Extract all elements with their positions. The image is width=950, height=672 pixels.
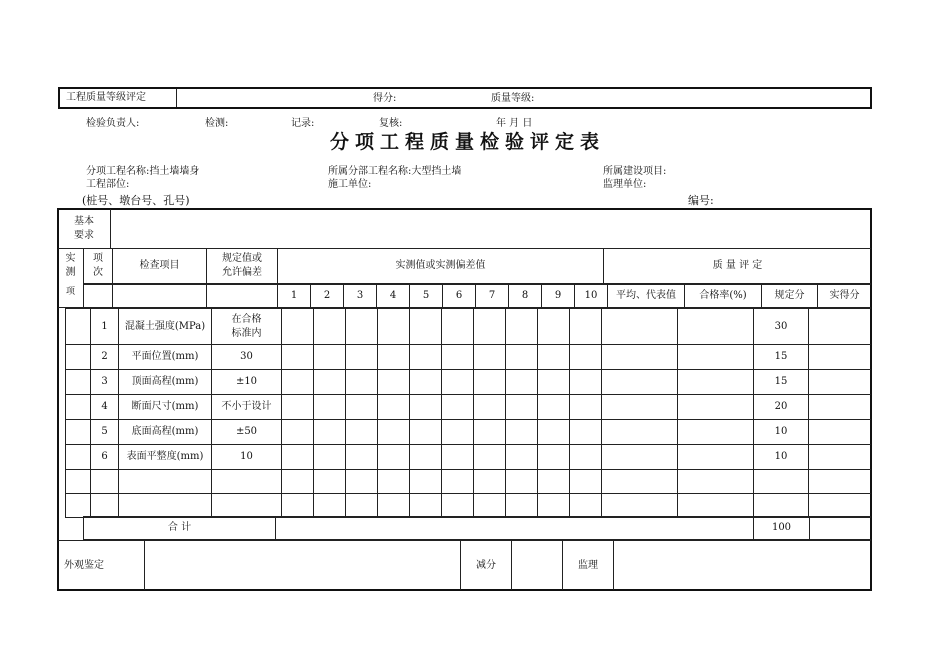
blank-cell xyxy=(282,445,314,470)
blank-cell xyxy=(119,470,212,494)
blank-cell xyxy=(346,345,378,370)
blank-cell xyxy=(113,285,207,308)
blank-cell xyxy=(346,494,378,518)
blank-cell xyxy=(282,470,314,494)
blank-cell xyxy=(410,395,442,420)
blank-cell xyxy=(378,395,410,420)
section-label: 工程部位: xyxy=(86,179,130,190)
measure-no-8: 8 xyxy=(509,285,542,308)
row-spec: 30 xyxy=(212,345,282,370)
supervision-label: 监理 xyxy=(563,541,614,591)
table-row xyxy=(66,395,872,420)
measure-no-9: 9 xyxy=(542,285,575,308)
measured-col-header: 实 测 xyxy=(58,249,84,284)
blank-cell xyxy=(442,445,474,470)
blank-cell xyxy=(570,420,602,445)
serial-label: 编号: xyxy=(688,194,714,207)
blank-cell xyxy=(378,345,410,370)
blank-cell xyxy=(570,445,602,470)
quality-eval-header: 质 量 评 定 xyxy=(604,249,872,284)
blank-cell xyxy=(442,345,474,370)
measure-no-2: 2 xyxy=(311,285,344,308)
blank-cell xyxy=(474,445,506,470)
reviewer-label: 复核: xyxy=(379,118,403,129)
blank-cell xyxy=(602,395,678,420)
appearance-label: 外观鉴定 xyxy=(58,541,145,591)
blank-cell xyxy=(602,309,678,345)
blank-cell xyxy=(474,470,506,494)
blank-cell xyxy=(442,494,474,518)
rate-header: 合格率(%) xyxy=(685,285,762,308)
blank-cell xyxy=(474,494,506,518)
blank-cell xyxy=(314,395,346,420)
blank-cell xyxy=(442,470,474,494)
blank-cell xyxy=(66,445,91,470)
row-score: 30 xyxy=(754,309,809,345)
blank-cell xyxy=(410,309,442,345)
blank-cell xyxy=(66,309,91,345)
blank-cell xyxy=(276,517,754,540)
blank-cell xyxy=(809,494,872,518)
blank-cell xyxy=(538,345,570,370)
blank-cell xyxy=(474,370,506,395)
blank-cell xyxy=(84,285,113,308)
blank-cell xyxy=(91,494,119,518)
spec-header: 规定值或 允许偏差 xyxy=(207,249,278,284)
basic-req-label: 基本 要求 xyxy=(58,209,111,249)
row-no: 3 xyxy=(91,370,119,395)
table-row xyxy=(66,420,872,445)
blank-cell xyxy=(346,309,378,345)
blank-cell xyxy=(410,345,442,370)
blank-cell xyxy=(346,395,378,420)
row-no: 6 xyxy=(91,445,119,470)
blank-cell xyxy=(410,445,442,470)
total-row xyxy=(58,516,871,540)
blank-cell xyxy=(602,494,678,518)
blank-cell xyxy=(314,470,346,494)
blank-cell xyxy=(538,309,570,345)
blank-cell xyxy=(282,420,314,445)
total-label: 合 计 xyxy=(84,517,276,540)
row-score: 15 xyxy=(754,370,809,395)
blank-cell xyxy=(506,470,538,494)
blank-cell xyxy=(538,395,570,420)
blank-cell xyxy=(378,370,410,395)
score-header: 规定分 xyxy=(762,285,818,308)
table-row xyxy=(66,309,872,345)
blank-cell xyxy=(212,470,282,494)
blank-cell xyxy=(809,445,872,470)
row-item: 底面高程(mm) xyxy=(119,420,212,445)
blank-cell xyxy=(809,309,872,345)
blank-cell xyxy=(506,420,538,445)
blank-cell xyxy=(314,370,346,395)
blank-cell xyxy=(314,345,346,370)
measured-values-header: 实测值或实测偏差值 xyxy=(278,249,604,284)
construction-project-label: 所属建设项目: xyxy=(603,166,667,177)
blank-cell xyxy=(378,470,410,494)
blank-cell xyxy=(506,370,538,395)
row-spec: ±10 xyxy=(212,370,282,395)
table-row xyxy=(66,370,872,395)
blank-cell xyxy=(282,309,314,345)
measure-no-4: 4 xyxy=(377,285,410,308)
blank-cell xyxy=(538,420,570,445)
blank-cell xyxy=(314,420,346,445)
blank-cell xyxy=(570,309,602,345)
parent-project-name: 所属分部工程名称:大型挡土墙 xyxy=(328,166,462,177)
row-item: 平面位置(mm) xyxy=(119,345,212,370)
blank-cell xyxy=(602,345,678,370)
blank-cell xyxy=(378,494,410,518)
header-row-main xyxy=(58,248,871,284)
row-item: 表面平整度(mm) xyxy=(119,445,212,470)
blank-cell xyxy=(809,420,872,445)
blank-cell xyxy=(282,494,314,518)
row-no: 1 xyxy=(91,309,119,345)
blank-cell xyxy=(282,345,314,370)
blank-cell xyxy=(678,494,754,518)
blank-cell xyxy=(474,395,506,420)
blank-cell xyxy=(346,370,378,395)
blank-cell xyxy=(410,494,442,518)
row-spec: ±50 xyxy=(212,420,282,445)
blank-cell xyxy=(378,309,410,345)
blank-cell xyxy=(346,470,378,494)
supervisor-label: 监理单位: xyxy=(603,179,647,190)
blank-cell xyxy=(506,494,538,518)
grade-label: 工程质量等级评定 xyxy=(59,88,177,108)
blank-cell xyxy=(570,370,602,395)
basic-requirements-row xyxy=(58,209,871,249)
blank-cell xyxy=(314,445,346,470)
measure-no-6: 6 xyxy=(443,285,476,308)
blank-cell xyxy=(66,395,91,420)
blank-cell xyxy=(346,445,378,470)
blank-cell xyxy=(678,470,754,494)
inspector-label: 检验负责人: xyxy=(86,118,140,129)
blank-cell xyxy=(282,370,314,395)
blank-cell xyxy=(442,370,474,395)
measure-no-1: 1 xyxy=(278,285,311,308)
page-title: 分项工程质量检验评定表 xyxy=(330,131,606,153)
row-item: 顶面高程(mm) xyxy=(119,370,212,395)
blank-cell xyxy=(506,445,538,470)
blank-cell xyxy=(754,470,809,494)
row-item: 断面尺寸(mm) xyxy=(119,395,212,420)
row-spec: 在合格 标准内 xyxy=(212,309,282,345)
score-label: 得分: xyxy=(373,93,397,104)
blank-cell xyxy=(678,420,754,445)
blank-cell xyxy=(570,345,602,370)
recorder-label: 记录: xyxy=(291,118,315,129)
stake-label: (桩号、墩台号、孔号) xyxy=(82,194,190,207)
subproject-name: 分项工程名称:挡土墙墙身 xyxy=(86,166,200,177)
appearance-row xyxy=(58,540,871,590)
blank-cell xyxy=(809,395,872,420)
blank-cell xyxy=(474,345,506,370)
blank-cell xyxy=(474,309,506,345)
blank-cell xyxy=(66,345,91,370)
row-score: 20 xyxy=(754,395,809,420)
blank-cell xyxy=(570,494,602,518)
blank-cell xyxy=(678,395,754,420)
blank-cell xyxy=(410,420,442,445)
blank-cell xyxy=(538,445,570,470)
measure-no-10: 10 xyxy=(575,285,608,308)
tester-label: 检测: xyxy=(205,118,229,129)
date-label: 年 月 日 xyxy=(496,118,533,129)
total-score: 100 xyxy=(754,517,810,540)
blank-cell xyxy=(602,445,678,470)
blank-cell xyxy=(809,370,872,395)
blank-cell xyxy=(538,470,570,494)
actual-header: 实得分 xyxy=(818,285,872,308)
row-item: 混凝土强度(MPa) xyxy=(119,309,212,345)
blank-cell xyxy=(506,309,538,345)
blank-cell xyxy=(570,395,602,420)
measure-no-3: 3 xyxy=(344,285,377,308)
blank-cell xyxy=(678,370,754,395)
data-table xyxy=(65,308,871,518)
blank-cell xyxy=(66,470,91,494)
row-score: 10 xyxy=(754,420,809,445)
blank-cell xyxy=(570,470,602,494)
blank-cell xyxy=(91,470,119,494)
blank-cell xyxy=(512,541,563,591)
blank-cell xyxy=(378,420,410,445)
table-row xyxy=(66,445,872,470)
basic-req-content xyxy=(111,209,872,249)
blank-cell xyxy=(538,370,570,395)
blank-cell xyxy=(474,420,506,445)
blank-cell xyxy=(410,470,442,494)
measured-col-header-3: 项 xyxy=(58,285,84,308)
blank-cell xyxy=(442,395,474,420)
blank-cell xyxy=(538,494,570,518)
avg-header: 平均、代表值 xyxy=(608,285,685,308)
row-spec: 10 xyxy=(212,445,282,470)
blank-cell xyxy=(314,494,346,518)
row-no: 2 xyxy=(91,345,119,370)
top-grade-bar xyxy=(58,87,872,109)
blank-cell xyxy=(145,541,461,591)
row-score: 15 xyxy=(754,345,809,370)
blank-cell xyxy=(506,395,538,420)
table-row xyxy=(66,345,872,370)
row-no: 5 xyxy=(91,420,119,445)
blank-cell xyxy=(809,345,872,370)
blank-cell xyxy=(58,517,84,540)
blank-cell xyxy=(602,370,678,395)
blank-cell xyxy=(614,541,872,591)
quality-label: 质量等级: xyxy=(491,93,535,104)
blank-cell xyxy=(314,309,346,345)
row-no: 4 xyxy=(91,395,119,420)
blank-cell xyxy=(809,470,872,494)
blank-cell xyxy=(378,445,410,470)
blank-cell xyxy=(207,285,278,308)
row-score: 10 xyxy=(754,445,809,470)
blank-cell xyxy=(678,345,754,370)
blank-cell xyxy=(66,494,91,518)
blank-cell xyxy=(119,494,212,518)
measure-no-5: 5 xyxy=(410,285,443,308)
blank-cell xyxy=(66,420,91,445)
measure-no-7: 7 xyxy=(476,285,509,308)
blank-cell xyxy=(810,517,872,540)
blank-cell xyxy=(282,395,314,420)
blank-cell xyxy=(212,494,282,518)
row-spec: 不小于设计 xyxy=(212,395,282,420)
table-row xyxy=(66,470,872,494)
blank-cell xyxy=(602,470,678,494)
table-row xyxy=(66,494,872,518)
blank-cell xyxy=(754,494,809,518)
blank-cell xyxy=(506,345,538,370)
blank-cell xyxy=(442,420,474,445)
deduction-label: 减分 xyxy=(461,541,512,591)
blank-cell xyxy=(678,445,754,470)
contractor-label: 施工单位: xyxy=(328,179,372,190)
header-row-numbers xyxy=(58,284,871,308)
check-item-header: 检查项目 xyxy=(113,249,207,284)
grade-content xyxy=(177,88,872,108)
blank-cell xyxy=(678,309,754,345)
item-no-col-header: 项 次 xyxy=(84,249,113,284)
blank-cell xyxy=(346,420,378,445)
blank-cell xyxy=(66,370,91,395)
blank-cell xyxy=(410,370,442,395)
blank-cell xyxy=(442,309,474,345)
blank-cell xyxy=(602,420,678,445)
